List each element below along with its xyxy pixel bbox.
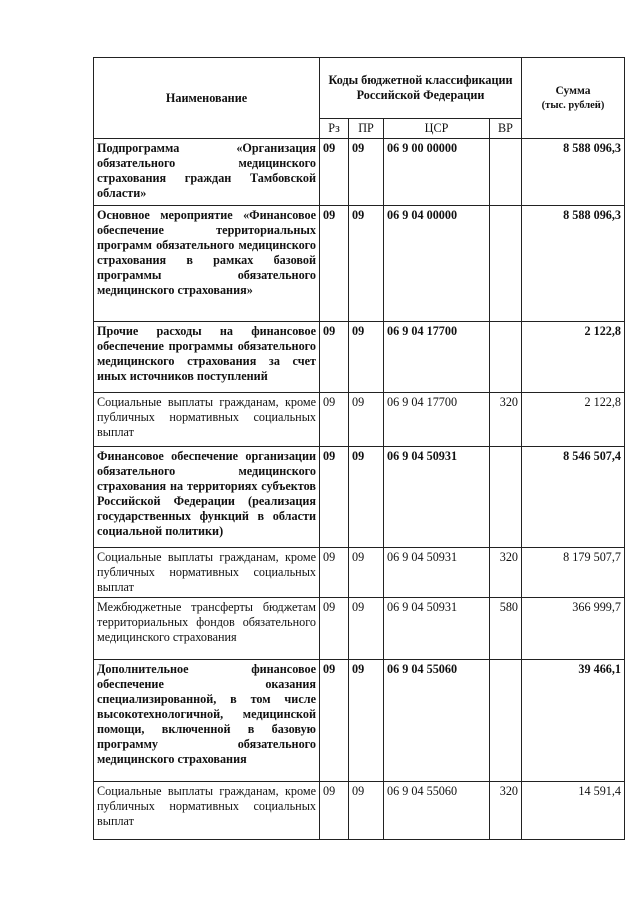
table-row <box>94 139 625 206</box>
row-name-cell: Межбюджетные трансферты бюджетам территориальных фондов обязательного медицинского страхования <box>94 598 320 660</box>
row-name-cell: Социальные выплаты гражданам, кроме публичных нормативных социальных выплат <box>94 548 320 598</box>
row-vr-cell: 320 <box>490 782 522 840</box>
row-csr-cell: 06 9 00 00000 <box>384 139 490 206</box>
header-pr: ПР <box>349 119 384 139</box>
row-rz-cell: 09 <box>320 782 349 840</box>
table-row <box>94 782 625 840</box>
row-rz-cell: 09 <box>320 598 349 660</box>
row-pr-cell: 09 <box>349 206 384 322</box>
row-vr-cell: 320 <box>490 548 522 598</box>
row-name-cell: Дополнительное финансовое обеспечение оказания специализированной, в том числе высокотехнологичной, медицинской помощи, включенной в базовую программу обязательного медицинского страхования <box>94 660 320 782</box>
header-vr: ВР <box>490 119 522 139</box>
row-csr-cell: 06 9 04 55060 <box>384 782 490 840</box>
row-sum-cell: 39 466,1 <box>522 660 625 782</box>
row-sum-cell: 14 591,4 <box>522 782 625 840</box>
row-vr-cell <box>490 206 522 322</box>
row-vr-cell <box>490 447 522 548</box>
header-csr: ЦСР <box>384 119 490 139</box>
row-sum-cell: 8 588 096,3 <box>522 139 625 206</box>
row-name-cell: Подпрограмма «Организация обязательного медицинского страхования граждан Тамбовской области» <box>94 139 320 206</box>
row-rz-cell: 09 <box>320 447 349 548</box>
row-rz-cell: 09 <box>320 322 349 393</box>
row-vr-cell <box>490 139 522 206</box>
row-rz-cell: 09 <box>320 139 349 206</box>
header-sum-unit: (тыс. рублей) <box>541 99 605 111</box>
table-row <box>94 447 625 548</box>
row-vr-cell: 320 <box>490 393 522 447</box>
row-pr-cell: 09 <box>349 598 384 660</box>
budget-table <box>93 57 625 840</box>
row-sum-cell: 366 999,7 <box>522 598 625 660</box>
table-row <box>94 393 625 447</box>
row-csr-cell: 06 9 04 55060 <box>384 660 490 782</box>
header-name: Наименование <box>94 58 320 139</box>
header-codes-group: Коды бюджетной классификации Российской Федерации <box>320 58 522 119</box>
row-vr-cell <box>490 322 522 393</box>
table-row <box>94 660 625 782</box>
row-sum-cell: 8 546 507,4 <box>522 447 625 548</box>
row-pr-cell: 09 <box>349 393 384 447</box>
row-pr-cell: 09 <box>349 660 384 782</box>
table-row <box>94 206 625 322</box>
row-csr-cell: 06 9 04 50931 <box>384 548 490 598</box>
row-pr-cell: 09 <box>349 782 384 840</box>
row-name-cell: Социальные выплаты гражданам, кроме публичных нормативных социальных выплат <box>94 393 320 447</box>
row-csr-cell: 06 9 04 00000 <box>384 206 490 322</box>
row-pr-cell: 09 <box>349 548 384 598</box>
row-csr-cell: 06 9 04 50931 <box>384 598 490 660</box>
table-row <box>94 548 625 598</box>
row-sum-cell: 8 179 507,7 <box>522 548 625 598</box>
row-sum-cell: 2 122,8 <box>522 322 625 393</box>
row-pr-cell: 09 <box>349 139 384 206</box>
table-row <box>94 598 625 660</box>
row-name-cell: Основное мероприятие «Финансовое обеспечение территориальных программ обязательного медицинского страхования в рамках базовой программы обязательного медицинского страхования» <box>94 206 320 322</box>
header-sum-label: Сумма <box>555 84 591 97</box>
row-rz-cell: 09 <box>320 206 349 322</box>
row-rz-cell: 09 <box>320 660 349 782</box>
row-sum-cell: 2 122,8 <box>522 393 625 447</box>
table-body <box>94 139 625 840</box>
table-row <box>94 322 625 393</box>
row-vr-cell <box>490 660 522 782</box>
row-name-cell: Финансовое обеспечение организации обязательного медицинского страхования на территориях субъектов Российской Федерации (реализация государственных функций в области социальной политики) <box>94 447 320 548</box>
header-rz: Рз <box>320 119 349 139</box>
budget-page <box>93 57 624 840</box>
row-csr-cell: 06 9 04 17700 <box>384 393 490 447</box>
row-pr-cell: 09 <box>349 322 384 393</box>
row-rz-cell: 09 <box>320 548 349 598</box>
row-pr-cell: 09 <box>349 447 384 548</box>
row-csr-cell: 06 9 04 50931 <box>384 447 490 548</box>
row-name-cell: Прочие расходы на финансовое обеспечение программы обязательного медицинского страхования за счет иных источников поступлений <box>94 322 320 393</box>
row-vr-cell: 580 <box>490 598 522 660</box>
row-csr-cell: 06 9 04 17700 <box>384 322 490 393</box>
header-sum <box>522 58 625 139</box>
row-sum-cell: 8 588 096,3 <box>522 206 625 322</box>
row-name-cell: Социальные выплаты гражданам, кроме публичных нормативных социальных выплат <box>94 782 320 840</box>
row-rz-cell: 09 <box>320 393 349 447</box>
table-header-row <box>94 58 625 119</box>
